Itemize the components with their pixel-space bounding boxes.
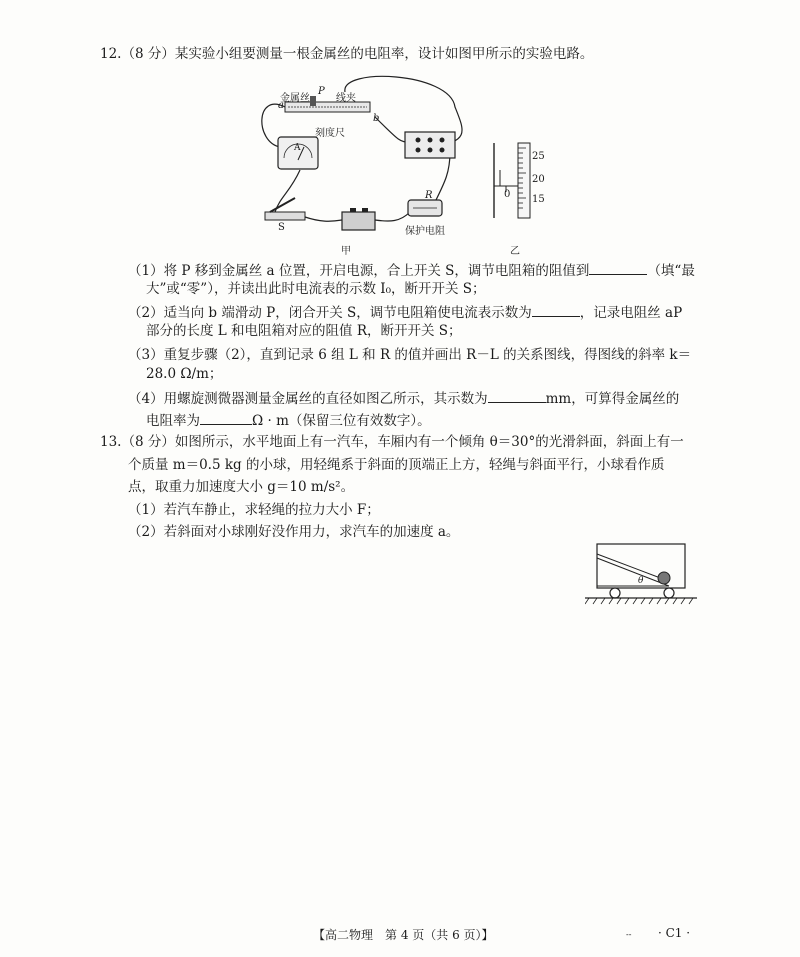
micrometer-tick-20: 20 [532,174,545,185]
caption-jia: 甲 [341,246,351,257]
blank-step2[interactable] [532,302,580,317]
micrometer-zero: 0 [504,189,511,200]
q12-step4-line2: 电阻率为 Ω · m（保留三位有效数字）。 [146,410,431,431]
a-end-label: a [278,100,284,111]
q12-step1-line2: 大”或“零”），并读出此时电流表的示数 I₀，断开开关 S； [146,281,486,297]
footer-dash: -- [626,930,632,939]
blank-step1[interactable] [589,260,647,275]
q13-part2: （2）若斜面对小球刚好没作用力，求汽车的加速度 a。 [128,524,460,540]
blank-step4-resistivity[interactable] [200,410,252,425]
r-label: R [425,190,433,201]
q12-step2-line1: （2）适当向 b 端滑动 P，闭合开关 S，调节电阻箱使电流表示数为 ，记录电阻丝 aP [128,302,682,323]
micrometer-tick-15: 15 [532,194,545,205]
q12-step2-line2: 部分的长度 L 和电阻箱对应的阻值 R，断开开关 S； [146,323,462,339]
clip-label: 线夹 [336,93,356,104]
q13-part1: （1）若汽车静止，求轻绳的拉力大小 F； [128,502,380,518]
micrometer-tick-25: 25 [532,151,545,162]
q12-step3-line2: 28.0 Ω/m； [146,366,223,382]
ammeter-label: A [294,143,301,153]
q13-line1: 13.（8 分）如图所示，水平地面上有一汽车，车厢内有一个倾角 θ＝30°的光滑斜面，斜面上有一 [100,434,684,450]
caption-yi: 乙 [510,246,520,257]
q12-step1-line1: （1）将 P 移到金属丝 a 位置，开启电源，合上开关 S，调节电阻箱的阻值到 （填“最 [128,260,695,281]
q13-line3: 点，取重力加速度大小 g＝10 m/s²。 [128,479,355,495]
q12-step4-line1: （4）用螺旋测微器测量金属丝的直径如图乙所示，其示数为 mm，可算得金属丝的 [128,388,679,409]
protective-resistor-label: 保护电阻 [405,226,445,237]
blank-step4-reading[interactable] [488,388,546,403]
switch-label: S [278,222,285,233]
wire-label: 金属丝 [280,93,310,104]
footer-code: · C1 · [658,926,691,940]
q12-stem: 12.（8 分）某实验小组要测量一根金属丝的电阻率，设计如图甲所示的实验电路。 [100,46,594,62]
p-label: P [318,86,325,97]
theta-label: θ [638,576,644,586]
q12-step3-line1: （3）重复步骤（2），直到记录 6 组 L 和 R 的值并画出 R－L 的关系图线，得图线的斜率 k＝ [128,347,692,363]
b-end-label: b [373,113,380,124]
footer-page-info: 【高二物理 第 4 页（共 6 页）】 [313,928,494,942]
figure-car-incline [585,540,700,606]
ruler-label: 刻度尺 [315,128,345,139]
q13-line2: 个质量 m＝0.5 kg 的小球，用轻绳系于斜面的顶端正上方，轻绳与斜面平行，小球看作质 [128,457,665,473]
